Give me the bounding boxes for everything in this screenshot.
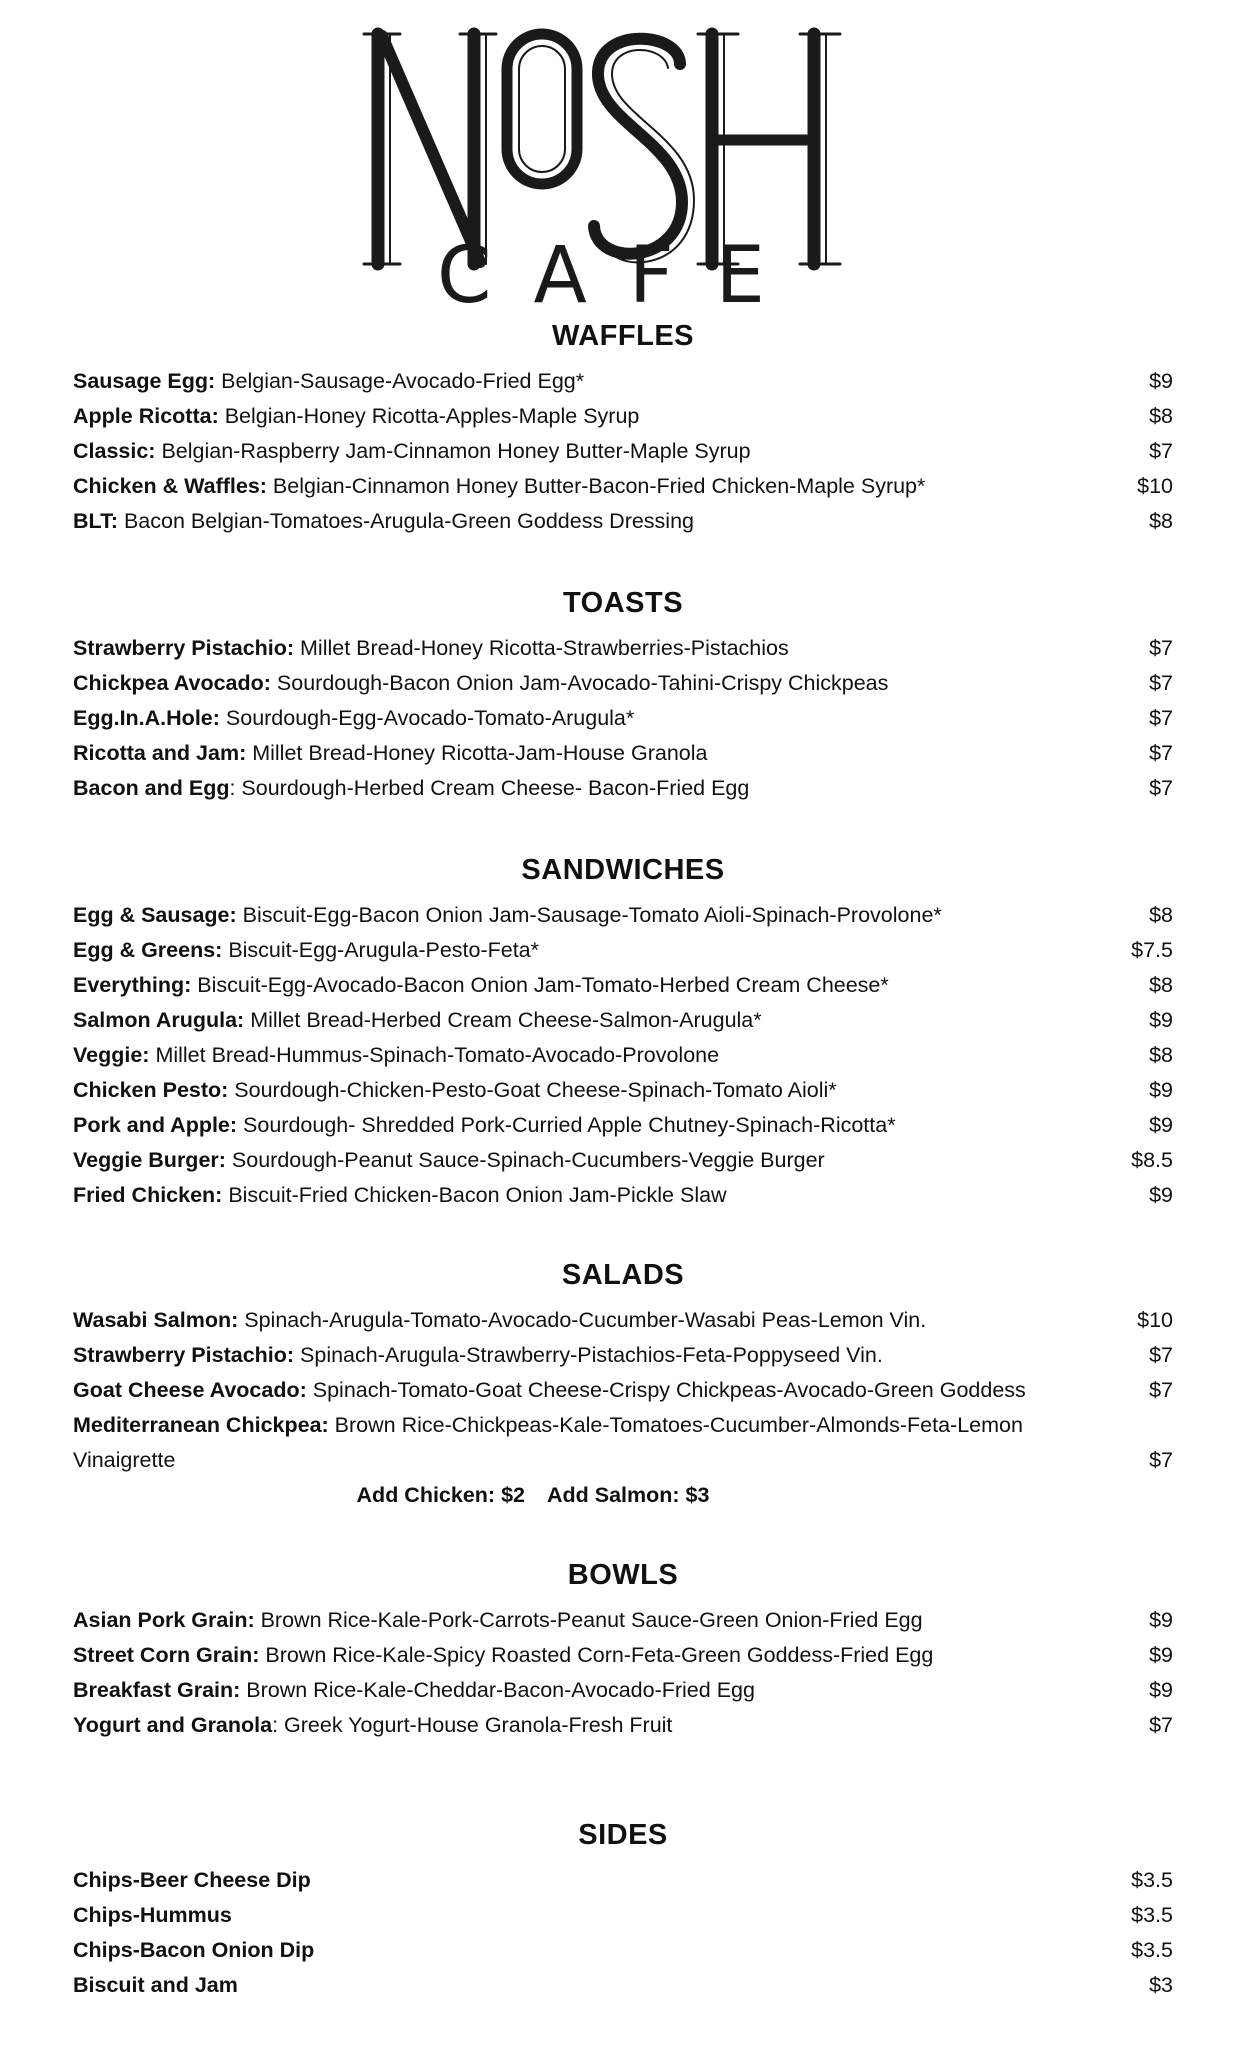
item-price: $10 <box>1137 1308 1173 1332</box>
menu-item <box>73 1673 1173 1708</box>
item-name: Wasabi Salmon: <box>73 1308 239 1332</box>
item-price: $10 <box>1137 474 1173 498</box>
menu-item <box>73 434 1173 469</box>
menu-item <box>73 1603 1173 1638</box>
item-price: $8 <box>1149 509 1173 533</box>
menu-item <box>73 399 1173 434</box>
item-price: $3.5 <box>1131 1938 1173 1962</box>
item-price: $9 <box>1149 1008 1173 1032</box>
item-name: BLT: <box>73 509 118 533</box>
item-price: $3.5 <box>1131 1868 1173 1892</box>
item-description: Brown Rice-Chickpeas-Kale-Tomatoes-Cucumber-Almonds-Feta-Lemon Vinaigrette <box>73 1413 1023 1472</box>
section-title-bowls: BOWLS <box>567 1559 679 1591</box>
menu-item <box>73 631 1173 666</box>
item-price: $9 <box>1149 369 1173 393</box>
logo-letter-h <box>698 34 840 264</box>
item-name: Egg & Greens: <box>73 938 223 962</box>
logo-letter-s <box>594 39 694 263</box>
item-description: Belgian-Raspberry Jam-Cinnamon Honey Butter-Maple Syrup <box>155 439 751 463</box>
item-name: Veggie Burger: <box>73 1148 226 1172</box>
item-price: $7 <box>1149 706 1173 730</box>
item-description: Sourdough-Chicken-Pesto-Goat Cheese-Spinach-Tomato Aioli* <box>228 1078 837 1102</box>
item-name: Breakfast Grain: <box>73 1678 241 1702</box>
item-description: Millet Bread-Herbed Cream Cheese-Salmon-Arugula* <box>244 1008 762 1032</box>
item-name: Chips-Hummus <box>73 1903 232 1927</box>
item-description: Bacon Belgian-Tomatoes-Arugula-Green Goddess Dressing <box>117 509 695 533</box>
menu-item <box>73 1108 1173 1143</box>
item-name: Yogurt and Granola <box>73 1713 273 1737</box>
item-description: Biscuit-Fried Chicken-Bacon Onion Jam-Pickle Slaw <box>222 1183 727 1207</box>
item-description: Millet Bread-Honey Ricotta-Strawberries-Pistachios <box>294 636 789 660</box>
item-name: Ricotta and Jam: <box>73 741 247 765</box>
item-name: Fried Chicken: <box>73 1183 223 1207</box>
item-name: Asian Pork Grain: <box>73 1608 255 1632</box>
item-name: Street Corn Grain: <box>73 1643 260 1667</box>
item-description: Brown Rice-Kale-Spicy Roasted Corn-Feta-Green Goddess-Fried Egg <box>259 1643 934 1667</box>
section-bowls <box>73 1555 1173 1743</box>
menu-item <box>73 1968 1173 2003</box>
item-name: Egg & Sausage: <box>73 903 237 927</box>
item-price: $7 <box>1149 741 1173 765</box>
item-price: $7 <box>1149 636 1173 660</box>
menu-item <box>73 1708 1173 1743</box>
menu-item <box>73 469 1173 504</box>
item-name: Apple Ricotta: <box>73 404 219 428</box>
item-description: Belgian-Sausage-Avocado-Fried Egg* <box>215 369 585 393</box>
item-name: Chips-Beer Cheese Dip <box>73 1868 311 1892</box>
item-price: $9 <box>1149 1678 1173 1702</box>
item-name: Chicken Pesto: <box>73 1078 229 1102</box>
section-title-sandwiches: SANDWICHES <box>521 854 725 886</box>
logo-subtitle: CAFE <box>436 231 807 312</box>
item-price: $3.5 <box>1131 1903 1173 1927</box>
item-name: Mediterranean Chickpea: <box>73 1413 329 1437</box>
item-name: Strawberry Pistachio: <box>73 1343 295 1367</box>
item-name: Chickpea Avocado: <box>73 671 271 695</box>
item-price: $8.5 <box>1131 1148 1173 1172</box>
item-price: $3 <box>1149 1973 1173 1997</box>
item-price: $7 <box>1149 776 1173 800</box>
item-description: : Greek Yogurt-House Granola-Fresh Fruit <box>272 1713 673 1737</box>
menu-item <box>73 933 1173 968</box>
item-price: $9 <box>1149 1643 1173 1667</box>
item-name: Chicken & Waffles: <box>73 474 267 498</box>
menu-item <box>73 1338 1173 1373</box>
item-price: $7.5 <box>1131 938 1173 962</box>
item-name: Salmon Arugula: <box>73 1008 245 1032</box>
menu-item <box>73 701 1173 736</box>
item-price: $7 <box>1149 1343 1173 1367</box>
item-price: $9 <box>1149 1078 1173 1102</box>
item-description: Belgian-Cinnamon Honey Butter-Bacon-Fried Chicken-Maple Syrup* <box>266 474 926 498</box>
item-name: Sausage Egg: <box>73 369 216 393</box>
item-description: Spinach-Tomato-Goat Cheese-Crispy Chickpeas-Avocado-Green Goddess <box>306 1378 1026 1402</box>
item-price: $9 <box>1149 1608 1173 1632</box>
item-description: Spinach-Arugula-Strawberry-Pistachios-Feta-Poppyseed Vin. <box>294 1343 883 1367</box>
bowls-list <box>73 1603 1173 1743</box>
menu-item <box>73 1038 1173 1073</box>
menu-item <box>73 364 1173 399</box>
menu-item <box>73 1303 1173 1338</box>
menu-item <box>73 666 1173 701</box>
item-description: Spinach-Arugula-Tomato-Avocado-Cucumber-Wasabi Peas-Lemon Vin. <box>238 1308 927 1332</box>
menu-item <box>73 1898 1173 1933</box>
item-price: $8 <box>1149 903 1173 927</box>
toasts-list <box>73 631 1173 806</box>
addon-salmon: Add Salmon: $3 <box>546 1483 710 1507</box>
section-toasts <box>73 583 1173 806</box>
item-price: $7 <box>1149 1448 1173 1472</box>
item-description: Sourdough-Peanut Sauce-Spinach-Cucumbers-Veggie Burger <box>225 1148 825 1172</box>
item-price: $8 <box>1149 404 1173 428</box>
item-name: Egg.In.A.Hole: <box>73 706 220 730</box>
logo-letter-n <box>364 34 496 264</box>
menu-item <box>73 1408 1173 1478</box>
item-price: $9 <box>1149 1113 1173 1137</box>
item-price: $7 <box>1149 671 1173 695</box>
menu-content <box>73 316 1173 2003</box>
item-price: $7 <box>1149 439 1173 463</box>
item-description: Belgian-Honey Ricotta-Apples-Maple Syrup <box>218 404 640 428</box>
menu-item <box>73 1373 1173 1408</box>
item-description: Sourdough- Shredded Pork-Curried Apple Chutney-Spinach-Ricotta* <box>237 1113 896 1137</box>
sides-list <box>73 1863 1173 2003</box>
menu-item <box>73 1178 1173 1213</box>
item-description: Millet Bread-Honey Ricotta-Jam-House Granola <box>246 741 708 765</box>
sandwiches-list <box>73 898 1173 1213</box>
salads-list <box>73 1303 1173 1478</box>
menu-item <box>73 1143 1173 1178</box>
logo-graphic <box>362 12 882 312</box>
menu-item <box>73 771 1173 806</box>
section-sides <box>73 1815 1173 2003</box>
item-description: Biscuit-Egg-Bacon Onion Jam-Sausage-Tomato Aioli-Spinach-Provolone* <box>236 903 942 927</box>
item-description: Sourdough-Bacon Onion Jam-Avocado-Tahini-Crispy Chickpeas <box>270 671 889 695</box>
section-title-salads: SALADS <box>561 1259 685 1291</box>
item-price: $8 <box>1149 1043 1173 1067</box>
item-price: $8 <box>1149 973 1173 997</box>
item-name: Everything: <box>73 973 192 997</box>
item-name: Strawberry Pistachio: <box>73 636 295 660</box>
menu-item <box>73 968 1173 1003</box>
menu-item <box>73 504 1173 539</box>
item-name: Biscuit and Jam <box>73 1973 238 1997</box>
section-title-toasts: TOASTS <box>562 587 684 619</box>
item-name: Bacon and Egg <box>73 776 230 800</box>
menu-item <box>73 1073 1173 1108</box>
nosh-cafe-logo <box>0 12 1243 312</box>
item-description: : Sourdough-Herbed Cream Cheese- Bacon-Fried Egg <box>229 776 750 800</box>
item-name: Chips-Bacon Onion Dip <box>73 1938 315 1962</box>
item-description: Biscuit-Egg-Arugula-Pesto-Feta* <box>222 938 540 962</box>
section-title-waffles: WAFFLES <box>551 320 695 352</box>
salad-addons <box>73 1478 1173 1513</box>
item-price: $7 <box>1149 1378 1173 1402</box>
logo-letter-o <box>507 34 577 184</box>
item-name: Pork and Apple: <box>73 1113 238 1137</box>
item-description: Biscuit-Egg-Avocado-Bacon Onion Jam-Tomato-Herbed Cream Cheese* <box>191 973 889 997</box>
section-title-sides: SIDES <box>578 1819 668 1851</box>
item-description: Sourdough-Egg-Avocado-Tomato-Arugula* <box>219 706 635 730</box>
item-description: Millet Bread-Hummus-Spinach-Tomato-Avocado-Provolone <box>149 1043 720 1067</box>
menu-item <box>73 898 1173 933</box>
addon-chicken: Add Chicken: $2 <box>356 1483 525 1507</box>
item-price: $9 <box>1149 1183 1173 1207</box>
item-price: $7 <box>1149 1713 1173 1737</box>
menu-item <box>73 1638 1173 1673</box>
waffles-list <box>73 364 1173 539</box>
menu-item <box>73 1003 1173 1038</box>
item-name: Classic: <box>73 439 156 463</box>
menu-item <box>73 1863 1173 1898</box>
item-name: Veggie: <box>73 1043 150 1067</box>
section-salads <box>73 1255 1173 1513</box>
section-sandwiches <box>73 850 1173 1213</box>
section-waffles <box>73 316 1173 539</box>
item-description: Brown Rice-Kale-Cheddar-Bacon-Avocado-Fried Egg <box>240 1678 755 1702</box>
menu-item <box>73 1933 1173 1968</box>
item-description: Brown Rice-Kale-Pork-Carrots-Peanut Sauce-Green Onion-Fried Egg <box>254 1608 923 1632</box>
item-name: Goat Cheese Avocado: <box>73 1378 307 1402</box>
menu-item <box>73 736 1173 771</box>
